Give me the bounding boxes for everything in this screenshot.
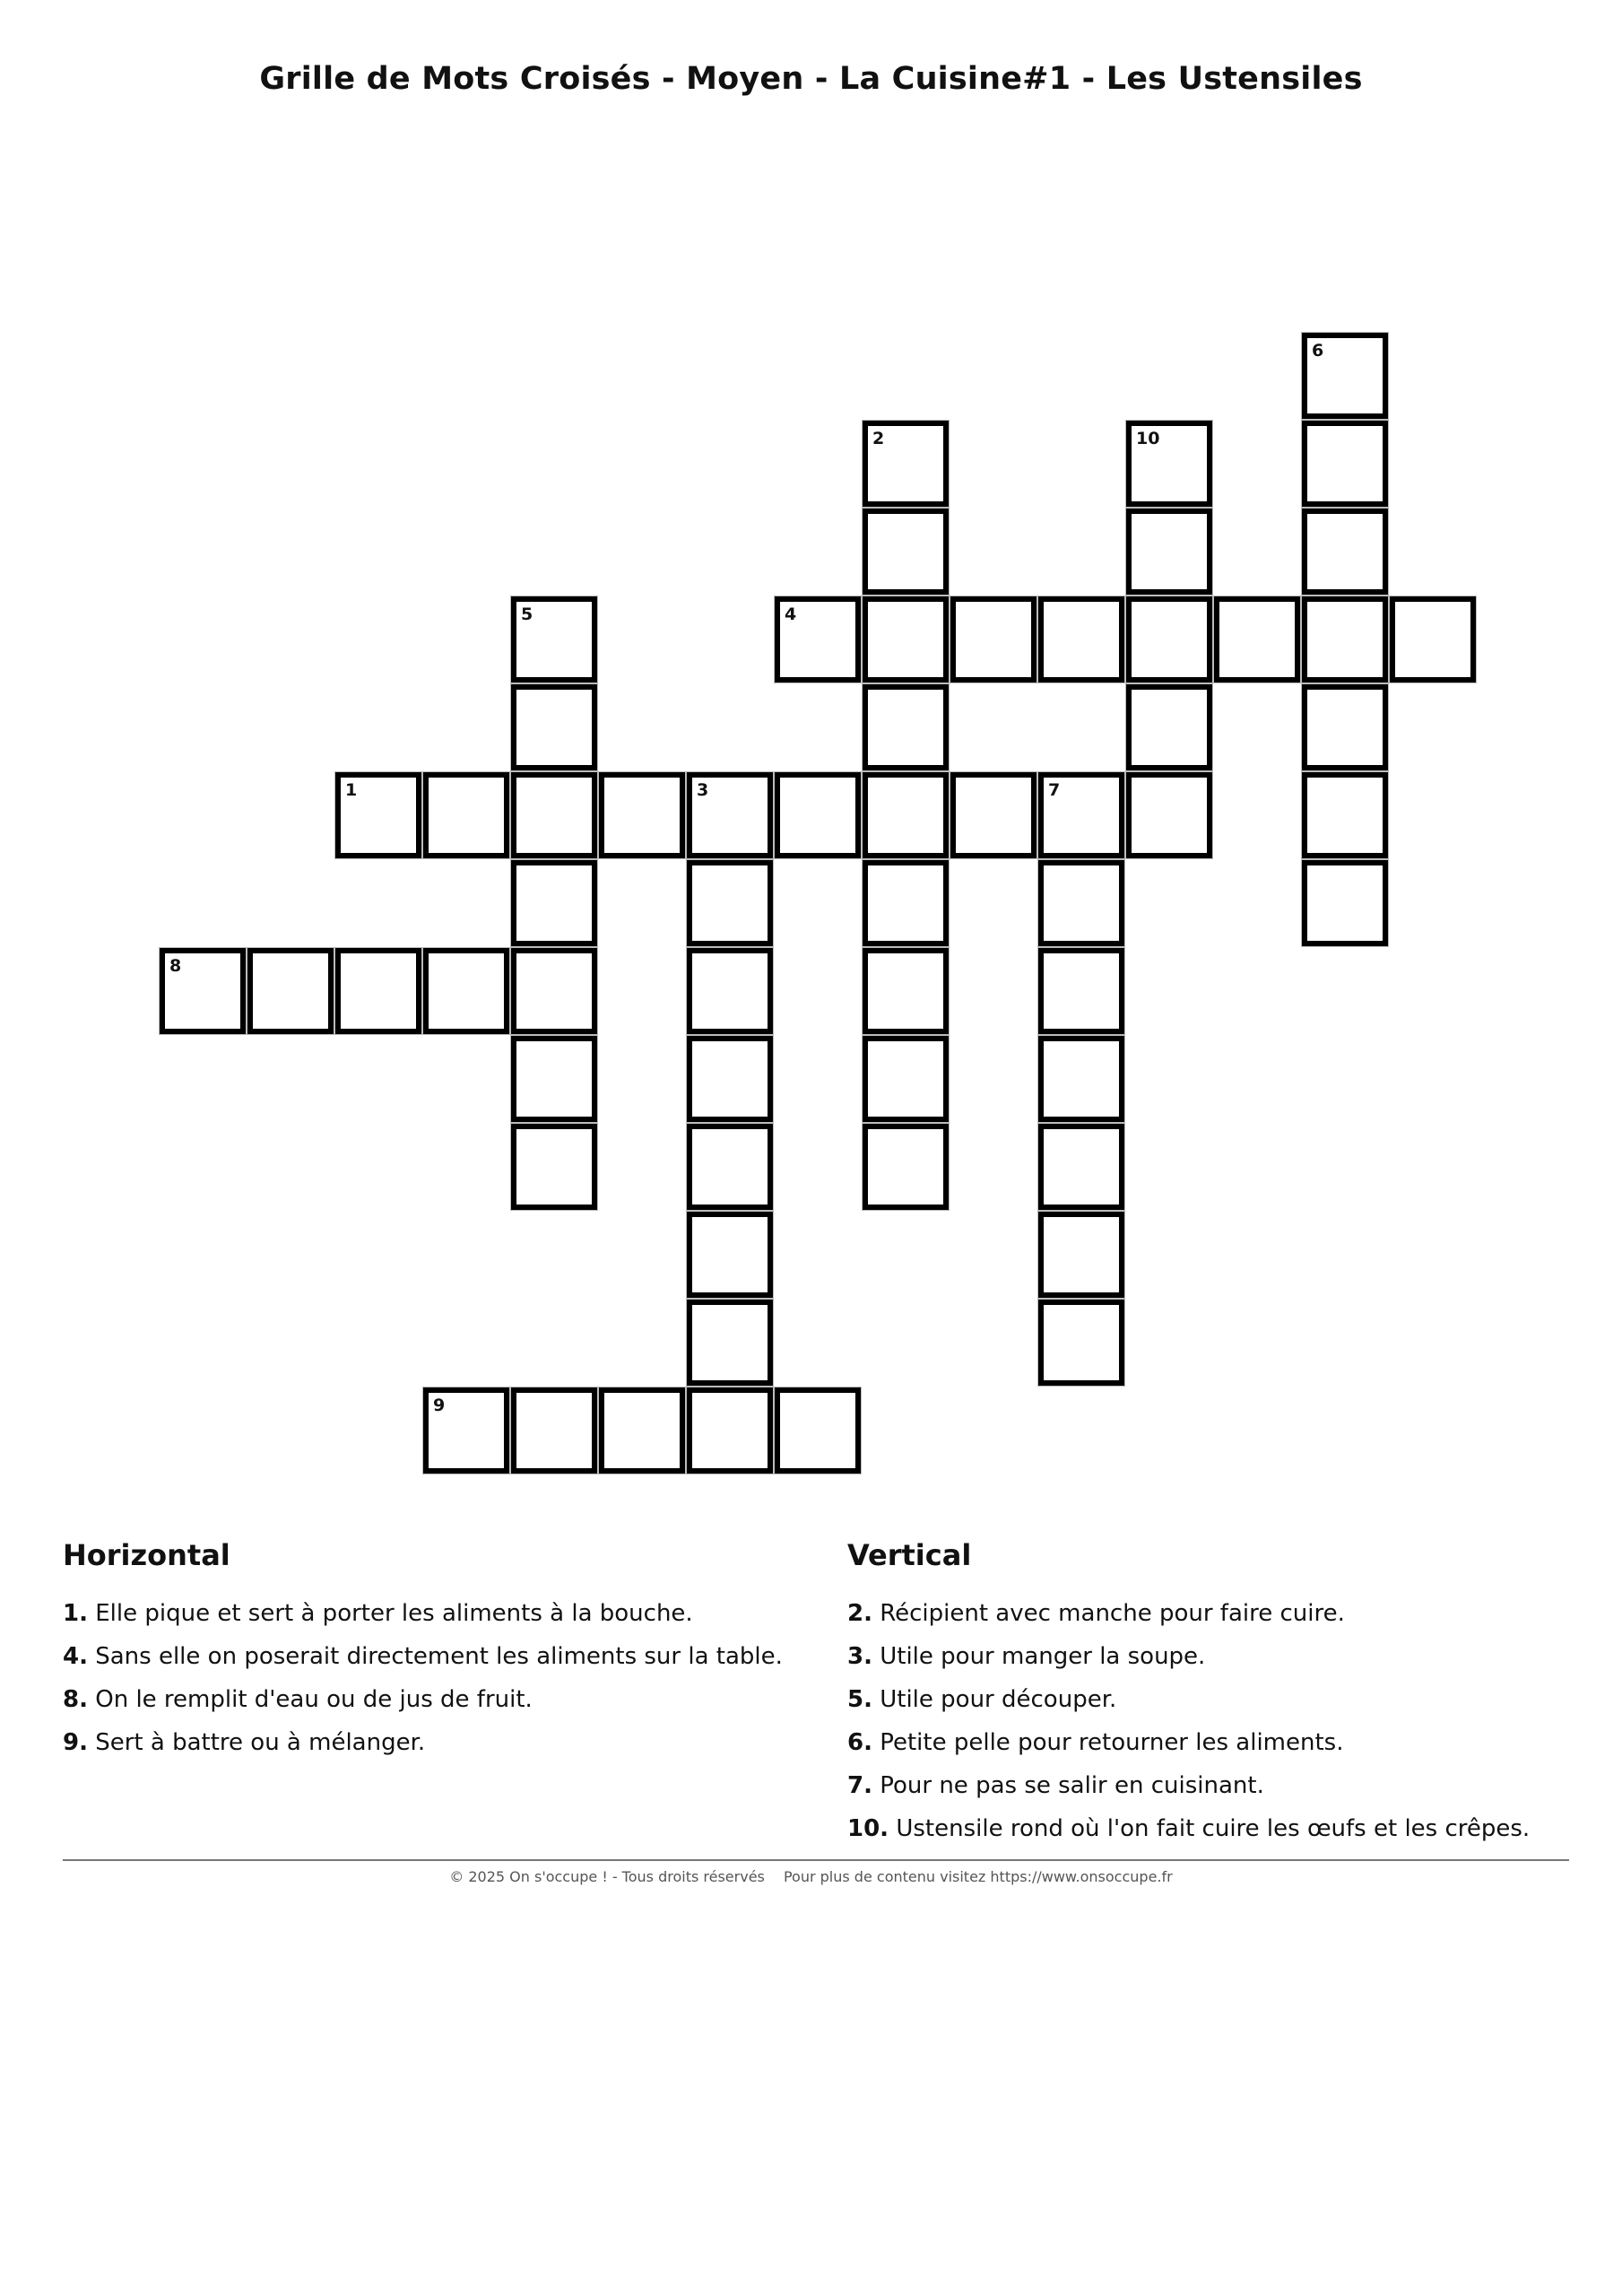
grid-cell[interactable] [335, 772, 421, 858]
clue-number: 7 [1048, 780, 1061, 800]
grid-cell[interactable] [1302, 772, 1388, 858]
clue-vertical-2: 2. Récipient avec manche pour faire cuire. [847, 1600, 1345, 1627]
grid-cell[interactable] [1390, 596, 1476, 683]
grid-cell[interactable] [1302, 860, 1388, 946]
grid-cell[interactable] [1038, 1300, 1124, 1386]
footer-copyright: © 2025 On s'occupe ! - Tous droits réservés [449, 1868, 765, 1885]
grid-cell[interactable] [160, 948, 246, 1034]
clue-number: 9 [433, 1396, 446, 1415]
clue-horizontal-9: 9. Sert à battre ou à mélanger. [63, 1729, 426, 1756]
grid-cell[interactable] [1038, 596, 1124, 683]
grid-cell[interactable] [423, 1387, 509, 1474]
grid-cell[interactable] [1038, 1124, 1124, 1210]
grid-cell[interactable] [511, 1124, 597, 1210]
grid-cell[interactable] [950, 772, 1037, 858]
grid-cell[interactable] [1302, 509, 1388, 595]
horizontal-clues [63, 1538, 783, 1764]
grid-cell[interactable] [687, 772, 773, 858]
footer-link-text: Pour plus de contenu visitez https://www.onsoccupe.fr [783, 1868, 1173, 1885]
grid-cell[interactable] [863, 1124, 949, 1210]
grid-cell[interactable] [775, 772, 861, 858]
clue-number: 1 [345, 780, 358, 800]
grid-cell[interactable] [511, 684, 597, 770]
grid-cell[interactable] [863, 509, 949, 595]
clue-number: 3 [697, 780, 709, 800]
grid-cell[interactable] [511, 1036, 597, 1122]
grid-cell[interactable] [950, 596, 1037, 683]
grid-cell[interactable] [687, 1300, 773, 1386]
clue-number: 6 [1312, 341, 1324, 361]
clue-horizontal-4: 4. Sans elle on poserait directement les aliments sur la table. [63, 1643, 783, 1670]
grid-cell[interactable] [1302, 684, 1388, 770]
grid-cell[interactable] [1126, 684, 1212, 770]
clue-horizontal-1: 1. Elle pique et sert à porter les aliments à la bouche. [63, 1600, 693, 1627]
grid-cell[interactable] [1126, 509, 1212, 595]
clue-number: 5 [521, 604, 533, 624]
grid-cell[interactable] [511, 596, 597, 683]
horizontal-heading: Horizontal [63, 1538, 230, 1572]
grid-cell[interactable] [335, 948, 421, 1034]
clue-vertical-10: 10. Ustensile rond où l'on fait cuire les œufs et les crêpes. [847, 1815, 1531, 1842]
clue-vertical-6: 6. Petite pelle pour retourner les aliments. [847, 1729, 1344, 1756]
grid-cell[interactable] [1126, 421, 1212, 507]
grid-cell[interactable] [775, 1387, 861, 1474]
grid-cell[interactable] [863, 596, 949, 683]
clue-vertical-3: 3. Utile pour manger la soupe. [847, 1643, 1206, 1670]
page-title: Grille de Mots Croisés - Moyen - La Cuisine#1 - Les Ustensiles [259, 61, 1363, 97]
vertical-heading: Vertical [847, 1538, 972, 1572]
grid-cell[interactable] [1038, 1212, 1124, 1298]
grid-cell[interactable] [687, 948, 773, 1034]
footer [0, 1868, 1622, 1885]
clue-number: 10 [1136, 429, 1160, 448]
grid-cell[interactable] [423, 772, 509, 858]
grid-cell[interactable] [687, 1387, 773, 1474]
grid-cell[interactable] [863, 684, 949, 770]
grid-cell[interactable] [1038, 1036, 1124, 1122]
grid-cell[interactable] [863, 1036, 949, 1122]
grid-cell[interactable] [1038, 772, 1124, 858]
grid-cell[interactable] [1126, 596, 1212, 683]
grid-cell[interactable] [423, 948, 509, 1034]
vertical-clues [847, 1538, 1530, 1850]
clue-vertical-5: 5. Utile pour découper. [847, 1686, 1117, 1713]
clue-horizontal-8: 8. On le remplit d'eau ou de jus de fruit. [63, 1686, 533, 1713]
grid-cell[interactable] [511, 948, 597, 1034]
grid-cell[interactable] [775, 596, 861, 683]
grid-cell[interactable] [863, 772, 949, 858]
grid-cell[interactable] [1038, 948, 1124, 1034]
grid-cell[interactable] [863, 421, 949, 507]
grid-cell[interactable] [687, 1124, 773, 1210]
grid-cell[interactable] [687, 860, 773, 946]
grid-cell[interactable] [863, 860, 949, 946]
clue-vertical-7: 7. Pour ne pas se salir en cuisinant. [847, 1772, 1264, 1799]
grid-cell[interactable] [863, 948, 949, 1034]
grid-cell[interactable] [1302, 333, 1388, 419]
footer-divider [63, 1859, 1569, 1861]
grid-cell[interactable] [511, 860, 597, 946]
grid-cell[interactable] [511, 772, 597, 858]
grid-cell[interactable] [1038, 860, 1124, 946]
clue-number: 4 [785, 604, 797, 624]
grid-cell[interactable] [1214, 596, 1300, 683]
grid-cell[interactable] [511, 1387, 597, 1474]
grid-cell[interactable] [1126, 772, 1212, 858]
grid-cell[interactable] [599, 772, 685, 858]
grid-cell[interactable] [247, 948, 334, 1034]
grid-cell[interactable] [599, 1387, 685, 1474]
clue-number: 8 [169, 956, 182, 976]
clue-number: 2 [872, 429, 885, 448]
grid-cell[interactable] [1302, 596, 1388, 683]
grid-cell[interactable] [1302, 421, 1388, 507]
grid-cell[interactable] [687, 1036, 773, 1122]
grid-cell[interactable] [687, 1212, 773, 1298]
